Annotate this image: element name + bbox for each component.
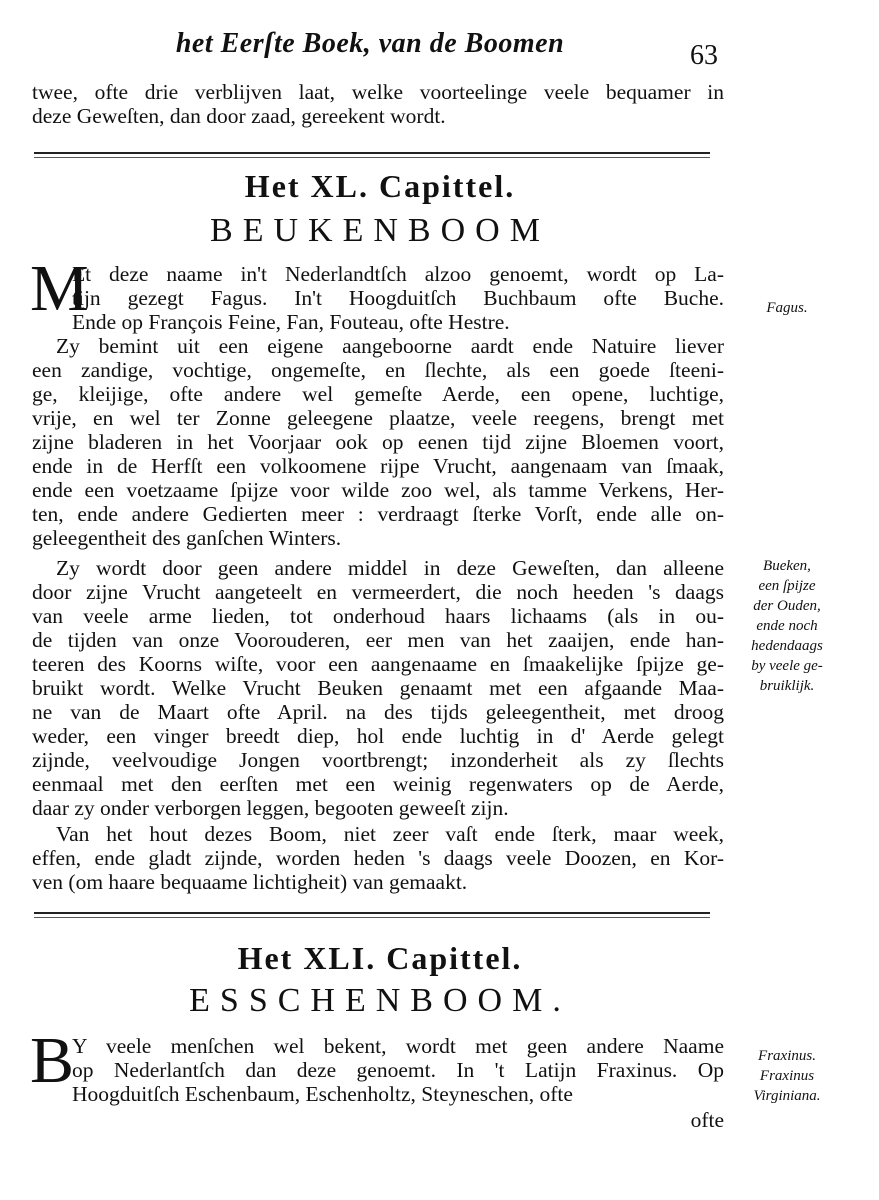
margin-note-line: ende noch [756,618,818,634]
text-line: de tijden van onze Voorouderen, eer men van het zaaijen, ende han- [32,628,724,652]
margin-note-fraxinus [732,1046,842,1106]
margin-note-line: Fagus. [766,300,808,316]
chapter-heading: Het XLI. Capittel. [237,940,523,976]
text-line: door zijne Vrucht aangeteelt en vermeerdert, die noch heeden 's daags [32,580,724,604]
chapter1-para4 [32,822,724,894]
text-line: een zandige, vochtige, ongemeſte, en ſlechte, als een goede ſteeni- [32,358,724,382]
chapter-title: BEUKENBOOM [210,212,550,249]
margin-note-bueken [732,556,842,696]
text-line: Ende op François Feine, Fan, Fouteau, ofte Hestre. [72,310,510,334]
text-line: ge, kleijige, ofte andere wel gemeſte Aerde, een opene, luchtige, [32,382,724,406]
text-line: bruikt wordt. Welke Vrucht Beuken genaamt met een afgaande Maa- [32,676,724,700]
text-line: zijnde, veelvoudige Jongen voortbrengt; inzonderheit als zy ſlechts [32,748,724,772]
margin-note-fagus [732,298,842,318]
page-number: 63 [690,40,718,71]
text-line: ende een voetzaame ſpijze voor wilde zoo wel, als tamme Verkens, Her- [32,478,724,502]
margin-note-line: een ſpijze [758,578,816,594]
chapter-title: ESSCHENBOOM. [189,982,571,1019]
running-title: het Eerſte Boek, van de Boomen [175,28,565,59]
text-line: Y veele menſchen wel bekent, wordt met geen andere Naame [72,1034,724,1058]
text-line: van veele arme lieden, tot onderhoud haars lichaams (als in ou- [32,604,724,628]
text-line: teeren des Koorns wiſte, voor een aangenaame en ſmaakelijke ſpijze ge- [32,652,724,676]
text-line: ne van de Maart ofte April. na des tijds geleegentheit, met droog [32,700,724,724]
drop-cap: M [30,252,89,325]
margin-note-line: der Ouden, [753,598,821,614]
margin-note-line: by veele ge- [751,658,823,674]
text-line: Van het hout dezes Boom, niet zeer vaſt ende ſterk, maar week, [56,822,724,846]
text-line: twee, ofte drie verblijven laat, welke voorteelinge veele bequamer in [32,80,724,104]
chapter2-para1 [32,1034,724,1106]
text-line: ten, ende andere Gedierten meer : verdraagt ſterke Vorſt, ende alle on- [32,502,724,526]
text-line: geleegentheit des ganſchen Winters. [32,526,342,550]
text-line: ven (om haare bequaame lichtigheit) van gemaakt. [32,870,468,894]
catchword: ofte [690,1108,724,1132]
text-line: weder, een vinger breedt diep, hol ende luchtig in d' Aerde gelegt [32,724,724,748]
drop-cap: B [30,1024,75,1097]
chapter-heading: Het XL. Capittel. [244,168,516,204]
text-line: Zy wordt door geen andere middel in deze Geweſten, dan alleene [56,556,724,580]
text-line: Et deze naame in't Nederlandtſch alzoo genoemt, wordt op La- [72,262,724,286]
margin-note-line: Fraxinus [759,1068,815,1084]
chapter1-para1 [32,262,724,334]
section-rule [34,912,710,918]
margin-note-line: bruiklijk. [759,678,815,694]
text-line: eenmaal met den eerſten met een weinig regenwaters op de Aerde, [32,772,724,796]
text-line: zijne bladeren in het Voorjaar ook op eenen tijd zijne Bloemen voort, [32,430,724,454]
text-line: Hoogduitſch Eschenbaum, Eschenholtz, Steyneschen, ofte [72,1082,573,1106]
top-text [32,80,724,128]
margin-note-line: Fraxinus. [758,1048,816,1064]
text-line: deze Geweſten, dan door zaad, gereekent wordt. [32,104,446,128]
text-line: vrije, en wel ter Zonne geleegene plaatze, veele reegens, brengt met [32,406,724,430]
catchword-line [32,1108,724,1132]
chapter1-para3 [32,556,724,820]
margin-note-line: hedendaags [751,638,823,654]
text-line: ende in de Herfſt een volkoomene rijpe Vrucht, aangenaam van ſmaak, [32,454,724,478]
text-line: daar zy onder verborgen leggen, begooten geweeſt zijn. [32,796,509,820]
section-rule [34,152,710,158]
text-line: tijn gezegt Fagus. In't Hoogduitſch Buchbaum ofte Buche. [72,286,724,310]
text-line: op Nederlantſch dan deze genoemt. In 't Latijn Fraxinus. Op [72,1058,724,1082]
margin-note-line: Bueken, [763,558,811,574]
margin-note-line: Virginiana. [753,1088,821,1104]
chapter1-para2 [32,334,724,550]
text-line: Zy bemint uit een eigene aangeboorne aardt ende Natuire liever [56,334,724,358]
text-line: effen, ende gladt zijnde, worden heden 's daags veele Doozen, en Kor- [32,846,724,870]
